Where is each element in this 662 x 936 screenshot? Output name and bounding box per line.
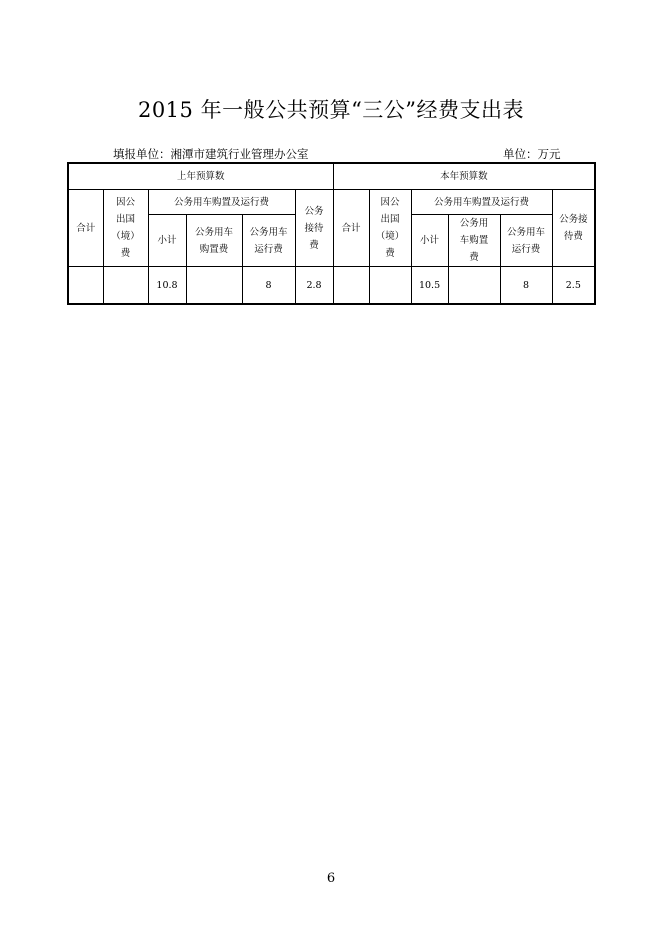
prev-vehicle-group-header: 公务用车购置及运行费: [148, 190, 295, 215]
page-number: 6: [326, 871, 336, 886]
curr-operation-value: 8: [500, 267, 552, 305]
prev-subtotal-value: 10.8: [148, 267, 186, 305]
curr-subtotal-header: 小计: [411, 215, 448, 267]
prev-subtotal-header: 小计: [148, 215, 186, 267]
prev-overseas-header: 因公 出国 （境） 费: [103, 190, 148, 267]
curr-reception-value: 2.5: [552, 267, 595, 305]
prev-total-value: [68, 267, 103, 305]
prev-overseas-value: [103, 267, 148, 305]
filler-unit-label: 填报单位：湘潭市建筑行业管理办公室: [113, 147, 309, 161]
prev-year-header: 上年预算数: [68, 163, 333, 190]
currency-unit-label: 单位：万元: [503, 147, 561, 161]
curr-year-header: 本年预算数: [333, 163, 595, 190]
prev-total-header: 合计: [68, 190, 103, 267]
prev-vehicle-operation-header: 公务用车 运行费: [242, 215, 295, 267]
prev-reception-value: 2.8: [295, 267, 333, 305]
prev-reception-header: 公务 接待 费: [295, 190, 333, 267]
curr-subtotal-value: 10.5: [411, 267, 448, 305]
prev-vehicle-purchase-header: 公务用车 购置费: [186, 215, 242, 267]
three-public-expenses-table: [67, 162, 596, 305]
curr-total-value: [333, 267, 369, 305]
curr-overseas-header: 因公 出国 （境） 费: [369, 190, 411, 267]
curr-vehicle-operation-header: 公务用车 运行费: [500, 215, 552, 267]
prev-operation-value: 8: [242, 267, 295, 305]
curr-reception-header: 公务接 待费: [552, 190, 595, 267]
prev-purchase-value: [186, 267, 242, 305]
curr-vehicle-purchase-header: 公务用 车购置 费: [448, 215, 500, 267]
curr-vehicle-group-header: 公务用车购置及运行费: [411, 190, 552, 215]
curr-purchase-value: [448, 267, 500, 305]
curr-total-header: 合计: [333, 190, 369, 267]
page-title: 2015 年一般公共预算“三公”经费支出表: [137, 98, 525, 122]
curr-overseas-value: [369, 267, 411, 305]
